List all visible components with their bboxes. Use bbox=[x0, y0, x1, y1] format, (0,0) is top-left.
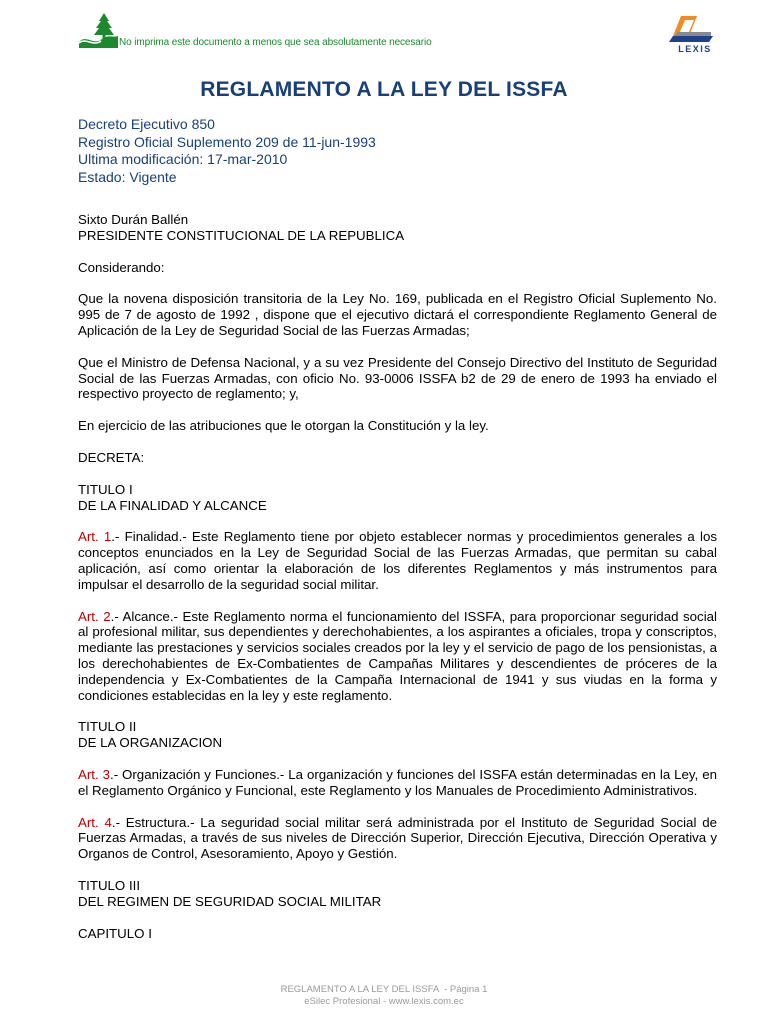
page-footer bbox=[0, 984, 768, 1007]
article-paragraph bbox=[78, 529, 717, 592]
page-header bbox=[0, 0, 768, 64]
signatory-title: PRESIDENTE CONSTITUCIONAL DE LA REPUBLICA bbox=[78, 227, 405, 243]
article-label: Art. 2 bbox=[78, 608, 111, 624]
title-heading: TITULO II bbox=[78, 719, 137, 735]
print-notice: No imprima este documento a menos que sea absolutamente necesario bbox=[119, 37, 432, 48]
title-heading: TITULO III bbox=[78, 877, 141, 893]
considerando-heading: Considerando: bbox=[78, 259, 165, 275]
title-heading: TITULO I bbox=[78, 481, 133, 497]
article-paragraph bbox=[78, 815, 717, 862]
document-metadata bbox=[78, 116, 698, 186]
article-text: .- Estructura.- La seguridad social militar será administrada por el Instituto de Seguridad Social de Fuerzas Armadas, a través de sus niveles de Dirección Superior, Dirección Ejecutiva, Dirección Operativa y Organos de Control, Asesoramiento, Apoyo y Gestión. bbox=[78, 814, 717, 862]
whereas-paragraph: Que el Ministro de Defensa Nacional, y a su vez Presidente del Consejo Directivo del Instituto de Seguridad Social de las Fuerzas Armadas, con oficio No. 93-0006 ISSFA b2 de 29 de enero de 1993 ha enviado el respectivo proyecto de reglamento; y, bbox=[78, 354, 717, 402]
signatory-name: Sixto Durán Ballén bbox=[78, 212, 189, 227]
document-body bbox=[78, 212, 717, 941]
decreta-heading: DECRETA: bbox=[78, 449, 145, 465]
title-name: DE LA FINALIDAD Y ALCANCE bbox=[78, 497, 267, 513]
chapter-heading: CAPITULO I bbox=[78, 925, 152, 941]
article-label: Art. 4 bbox=[78, 814, 112, 830]
status: Estado: Vigente bbox=[78, 168, 177, 185]
footer-source: eSilec Profesional - www.lexis.com.ec bbox=[304, 995, 464, 1007]
lexis-emblem-icon bbox=[667, 14, 723, 44]
tree-logo-icon bbox=[78, 12, 118, 48]
article-label: Art. 3 bbox=[78, 766, 110, 782]
title-name: DEL REGIMEN DE SEGURIDAD SOCIAL MILITAR bbox=[78, 893, 382, 909]
whereas-paragraph: En ejercicio de las atribuciones que le otorgan la Constitución y la ley. bbox=[78, 418, 489, 434]
article-text: .- Finalidad.- Este Reglamento tiene por objeto establecer normas y procedimientos generales a los conceptos enunciados en la Ley de Seguridad Social de las Fuerzas Armadas, que permitan su cabal aplicación, así como orientar la elaboración de los diferentes Reglamentos y más instrumentos para impulsar el desarrollo de la seguridad social militar. bbox=[78, 529, 717, 592]
whereas-paragraph: Que la novena disposición transitoria de la Ley No. 169, publicada en el Registro Oficial Suplemento No. 995 de 7 de agosto de 1992 , dispone que el ejecutivo dictará el correspondiente Reglamento General de Aplicación de la Ley de Seguridad Social de las Fuerzas Armadas; bbox=[78, 291, 717, 338]
article-label: Art. 1 bbox=[78, 529, 112, 545]
article-text: .- Organización y Funciones.- La organización y funciones del ISSFA están determinadas en la Ley, en el Reglamento Orgánico y Funcional, este Reglamento y los Manuales de Procedimiento Administrativos. bbox=[78, 766, 717, 798]
official-registry: Registro Oficial Suplemento 209 de 11-jun-1993 bbox=[78, 133, 376, 150]
document-title: REGLAMENTO A LA LEY DEL ISSFA bbox=[200, 78, 568, 101]
decree-number: Decreto Ejecutivo 850 bbox=[78, 116, 215, 132]
lexis-logo-text: LEXIS bbox=[678, 44, 712, 54]
title-name: DE LA ORGANIZACION bbox=[78, 735, 223, 751]
article-paragraph bbox=[78, 609, 717, 704]
footer-page-info: REGLAMENTO A LA LEY DEL ISSFA - Página 1 bbox=[280, 984, 488, 995]
lexis-logo bbox=[667, 14, 723, 58]
article-text: .- Alcance.- Este Reglamento norma el funcionamiento del ISSFA, para proporcionar seguridad social al profesional militar, sus dependientes y derechohabientes, a los aspirantes a oficiales, tropa y conscriptos, mediante las prestaciones y servicios sociales creados por la ley y el servicio de pago de los pensionistas, a los derechohabientes de Ex-Combatientes de Campañas Militares y descendientes de próceres de la independencia y Ex-Combatientes de la Campaña Internacional de 1941 y sus viudas en la forma y condiciones establecidas en la ley y este reglamento. bbox=[78, 608, 717, 703]
article-paragraph bbox=[78, 767, 717, 799]
last-modified: Ultima modificación: 17-mar-2010 bbox=[78, 151, 288, 167]
